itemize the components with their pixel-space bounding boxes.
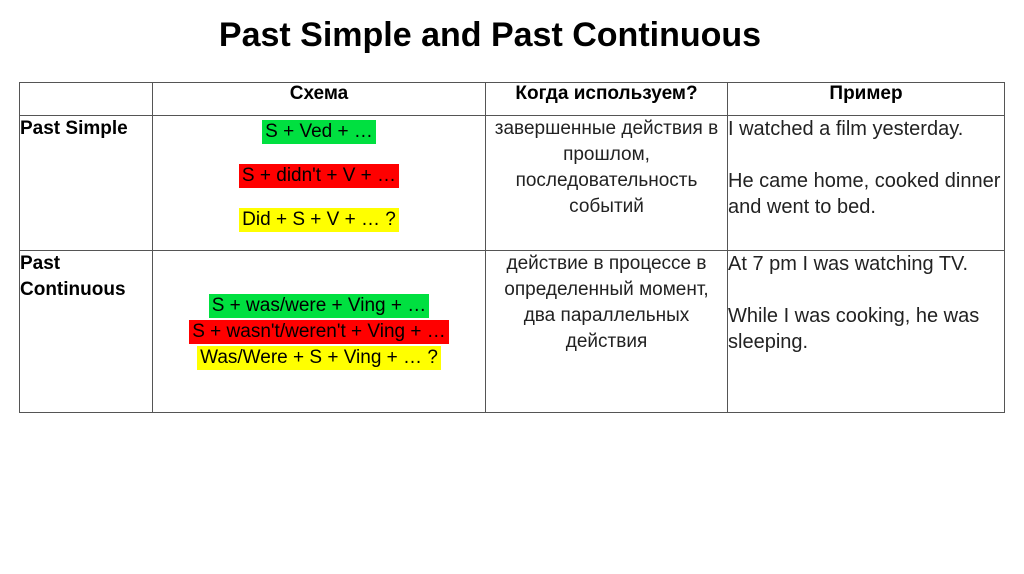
header-row [20,83,1005,116]
example-cell-past-continuous [728,251,1005,413]
header-usage: Когда используем? [486,83,728,116]
usage-past-continuous: действие в процессе в определенный момент, два параллельных действия [486,251,728,413]
scheme-cell-past-simple [153,116,486,251]
table-row-past-continuous [20,251,1005,413]
scheme-cell-past-continuous [153,251,486,413]
table-row-past-simple [20,116,1005,251]
scheme-affirmative: S + was/were + Ving + … [209,294,430,318]
scheme-question: Did + S + V + … ? [239,208,399,232]
scheme-negative: S + didn't + V + … [239,164,399,188]
example-text: He came home, cooked dinner and went to bed. [728,170,1001,218]
slide-title: Past Simple and Past Continuous [218,16,762,54]
row-label-past-continuous: Past Continuous [20,251,153,413]
grammar-table [19,82,1005,413]
scheme-question: Was/Were + S + Ving + … ? [197,346,441,370]
scheme-affirmative: S + Ved + … [262,120,376,144]
header-scheme: Схема [153,83,486,116]
header-empty [20,83,153,116]
header-example: Пример [728,83,1005,116]
scheme-negative: S + wasn't/weren't + Ving + … [189,320,449,344]
example-text: While I was cooking, he was sleeping. [728,305,980,353]
example-text: I watched a film yesterday. [728,118,964,140]
example-text: At 7 pm I was watching TV. [728,253,969,275]
example-cell-past-simple [728,116,1005,251]
row-label-past-simple: Past Simple [20,116,153,251]
usage-past-simple: завершенные действия в прошлом, последовательность событий [486,116,728,251]
